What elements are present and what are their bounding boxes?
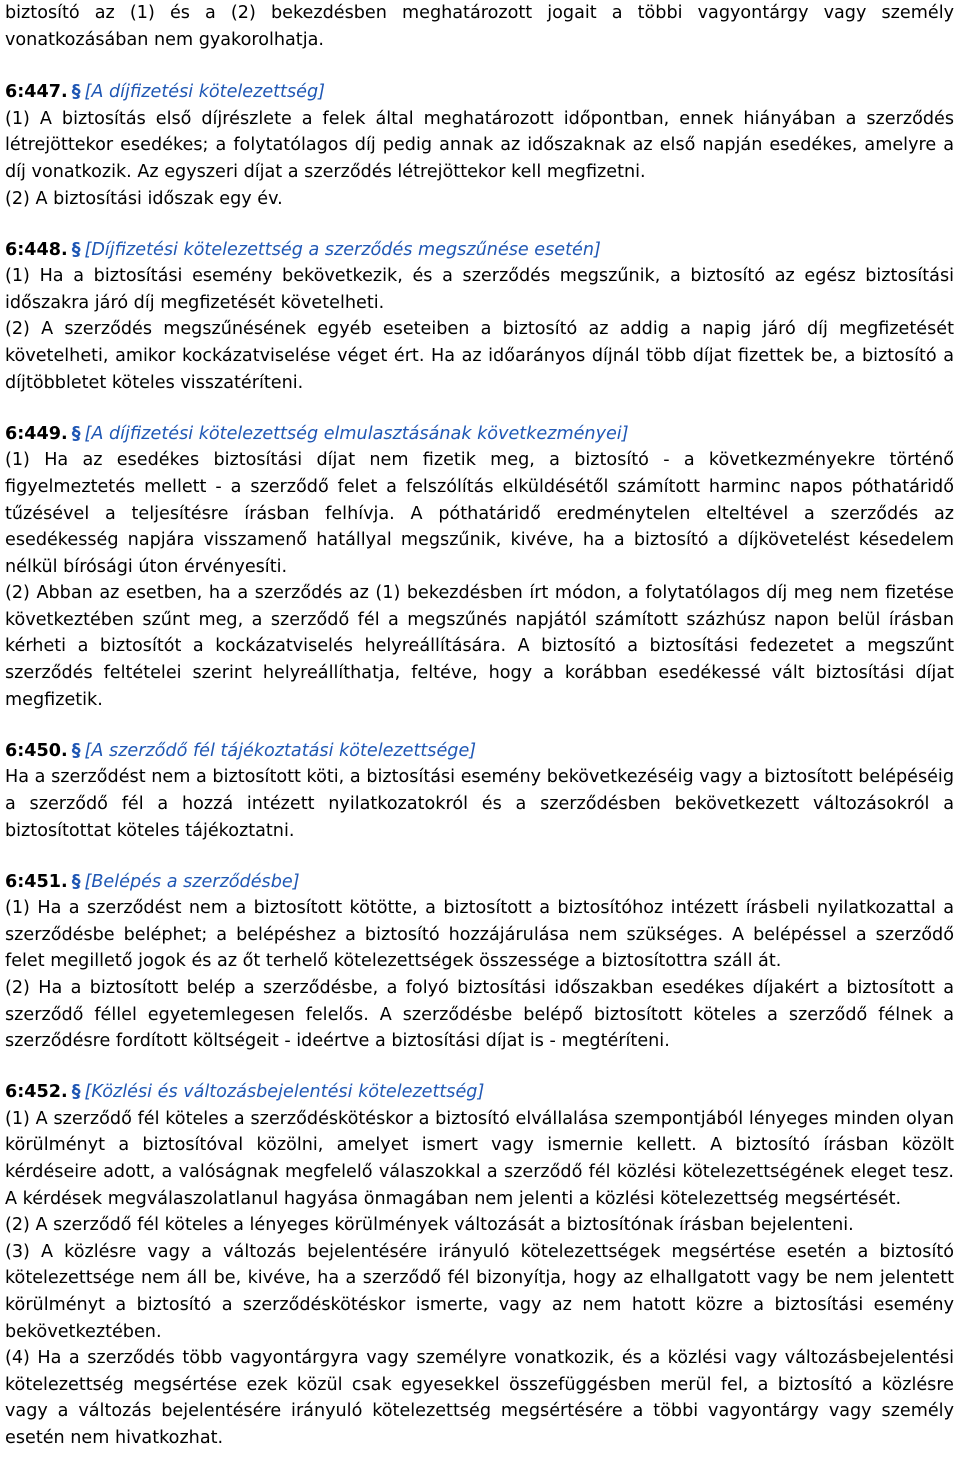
section-number: 6:449.	[5, 423, 68, 444]
section-title: [Közlési és változásbejelentési kötelezettség]	[84, 1082, 485, 1103]
section-6-451	[5, 869, 954, 1055]
section-number: 6:450.	[5, 740, 68, 761]
section-title: [Díjfizetési kötelezettség a szerződés megszűnése esetén]	[84, 239, 601, 260]
paragraph-sign-icon: §	[71, 239, 81, 260]
section-6-450	[5, 738, 954, 844]
section-paragraph: (2) A biztosítási időszak egy év.	[5, 188, 283, 209]
section-title: [Belépés a szerződésbe]	[84, 871, 300, 892]
paragraph-sign-icon: §	[71, 82, 81, 103]
section-paragraph: (2) Ha a biztosított belép a szerződésbe, a folyó biztosítási időszakban esedékes díjakért a biztosított a szerződő féllel egyetemlegesen felelős. A szerződésbe belépő biztosított köteles a szerződő félnek a szerződésre fordított költségeit - ideértve a biztosítási díjat is - megtéríteni.	[5, 978, 954, 1052]
intro-paragraph: biztosító az (1) és a (2) bekezdésben meghatározott jogait a többi vagyontárgy vagy személy vonatkozásában nem gyakorolhatja.	[5, 3, 954, 50]
section-title: [A díjfizetési kötelezettség elmulasztásának következményei]	[84, 423, 629, 444]
section-paragraph: (3) A közlésre vagy a változás bejelentésére irányuló kötelezettségek megsértése esetén a biztosító kötelezettsége nem áll be, kivéve, ha a szerződő fél bizonyítja, hogy az elhallgatott vagy be nem jelentett körülményt a biztosító a szerződéskötéskor ismerte, vagy az nem hatott közre a biztosítási esemény bekövetkeztében.	[5, 1241, 954, 1342]
section-number: 6:452.	[5, 1082, 68, 1103]
section-title: [A díjfizetési kötelezettség]	[84, 82, 325, 103]
section-paragraph: (4) Ha a szerződés több vagyontárgyra vagy személyre vonatkozik, és a közlési vagy változásbejelentési kötelezettség megsértése ezek közül csak egyesekkel összefüggésben merül fel, a biztosító a közlésre vagy a változás bejelentésére irányuló kötelezettség megsértésére a többi vagyontárgy vagy személy esetén nem hivatkozhat.	[5, 1348, 954, 1448]
section-title: [A szerződő fél tájékoztatási kötelezettsége]	[84, 740, 477, 761]
section-paragraph: (2) Abban az esetben, ha a szerződés az (1) bekezdésben írt módon, a folytatólagos díj meg nem fizetése következtében szűnt meg, a szerződő fél a megszűnés napjától számított százhúsz napon belül írásban kérheti a biztosítót a kockázatviselés helyreállítására. A biztosító a biztosítási fedezetet a megszűnt szerződés feltételei szerint helyreállíthatja, feltéve, hogy a korábban esedékessé vált biztosítási díjat megfizetik.	[5, 583, 954, 710]
section-paragraph: (1) Ha a biztosítási esemény bekövetkezik, és a szerződés megszűnik, a biztosító az egész biztosítási időszakra járó díj megfizetését követelheti.	[5, 266, 954, 313]
section-paragraph: (1) Ha az esedékes biztosítási díjat nem fizetik meg, a biztosító - a következményekre történő figyelmeztetés mellett - a szerződő felet a felszólítás elküldésétől számított harminc napos póthatáridő tűzésével a teljesítésre írásban felhívja. A póthatáridő eredménytelen elteltével a szerződés az esedékesség napjára visszamenő hatállyal megszűnik, kivéve, ha a biztosító a díjkövetelést késedelem nélkül bírósági úton érvényesíti.	[5, 450, 954, 577]
paragraph-sign-icon: §	[71, 1082, 81, 1103]
paragraph-sign-icon: §	[71, 423, 81, 444]
section-paragraph: (2) A szerződés megszűnésének egyéb eseteiben a biztosító az addig a napig járó díj megfizetését követelheti, amikor kockázatviselése véget ért. Ha az időarányos díjnál több díjat fizettek be, a biztosító a díjtöbbletet köteles visszatéríteni.	[5, 319, 954, 393]
section-6-448	[5, 237, 954, 397]
section-paragraph: Ha a szerződést nem a biztosított köti, a biztosítási esemény bekövetkezéséig vagy a biztosított belépéséig a szerződő fél a hozzá intézett nyilatkozatokról és a szerződésben bekövetkezett változásokról a biztosítottat köteles tájékoztatni.	[5, 767, 954, 841]
section-heading	[5, 869, 954, 896]
section-paragraph: (1) A biztosítás első díjrészlete a felek által meghatározott időpontban, ennek hiányában a szerződés létrejöttekor esedékes; a folytatólagos díj pedig annak az időszaknak az első napján esedékes, amelyre a díj vonatkozik. Az egyszeri díjat a szerződés létrejöttekor kell megfizetni.	[5, 108, 954, 182]
section-number: 6:448.	[5, 239, 68, 260]
section-heading	[5, 421, 954, 448]
paragraph-sign-icon: §	[71, 740, 81, 761]
section-heading	[5, 79, 954, 106]
section-number: 6:451.	[5, 871, 68, 892]
section-number: 6:447.	[5, 82, 68, 103]
section-paragraph: (1) A szerződő fél köteles a szerződéskötéskor a biztosító elvállalása szempontjából lényeges minden olyan körülményt a biztosítóval közölni, amelyet ismert vagy ismernie kellett. A biztosító írásban közölt kérdéseire adott, a valóságnak megfelelő válaszokkal a szerződő fél közlési kötelezettségének eleget tesz. A kérdések megválaszolatlanul hagyása önmagában nem jelenti a közlési kötelezettség megsértését.	[5, 1108, 954, 1209]
section-6-449	[5, 421, 954, 714]
section-6-447	[5, 79, 954, 212]
section-heading	[5, 237, 954, 264]
section-paragraph: (1) Ha a szerződést nem a biztosított kötötte, a biztosított a biztosítóhoz intézett írásbeli nyilatkozattal a szerződésbe beléphet; a belépéshez a biztosító hozzájárulása nem szükséges. A belépéssel a szerződő felet megillető jogok és az őt terhelő kötelezettségek összessége a biztosítottra száll át.	[5, 898, 954, 972]
section-heading	[5, 1079, 954, 1106]
paragraph-sign-icon: §	[71, 871, 81, 892]
section-heading	[5, 738, 954, 765]
section-6-452	[5, 1079, 954, 1451]
section-paragraph: (2) A szerződő fél köteles a lényeges körülmények változását a biztosítónak írásban bejelenteni.	[5, 1215, 854, 1236]
